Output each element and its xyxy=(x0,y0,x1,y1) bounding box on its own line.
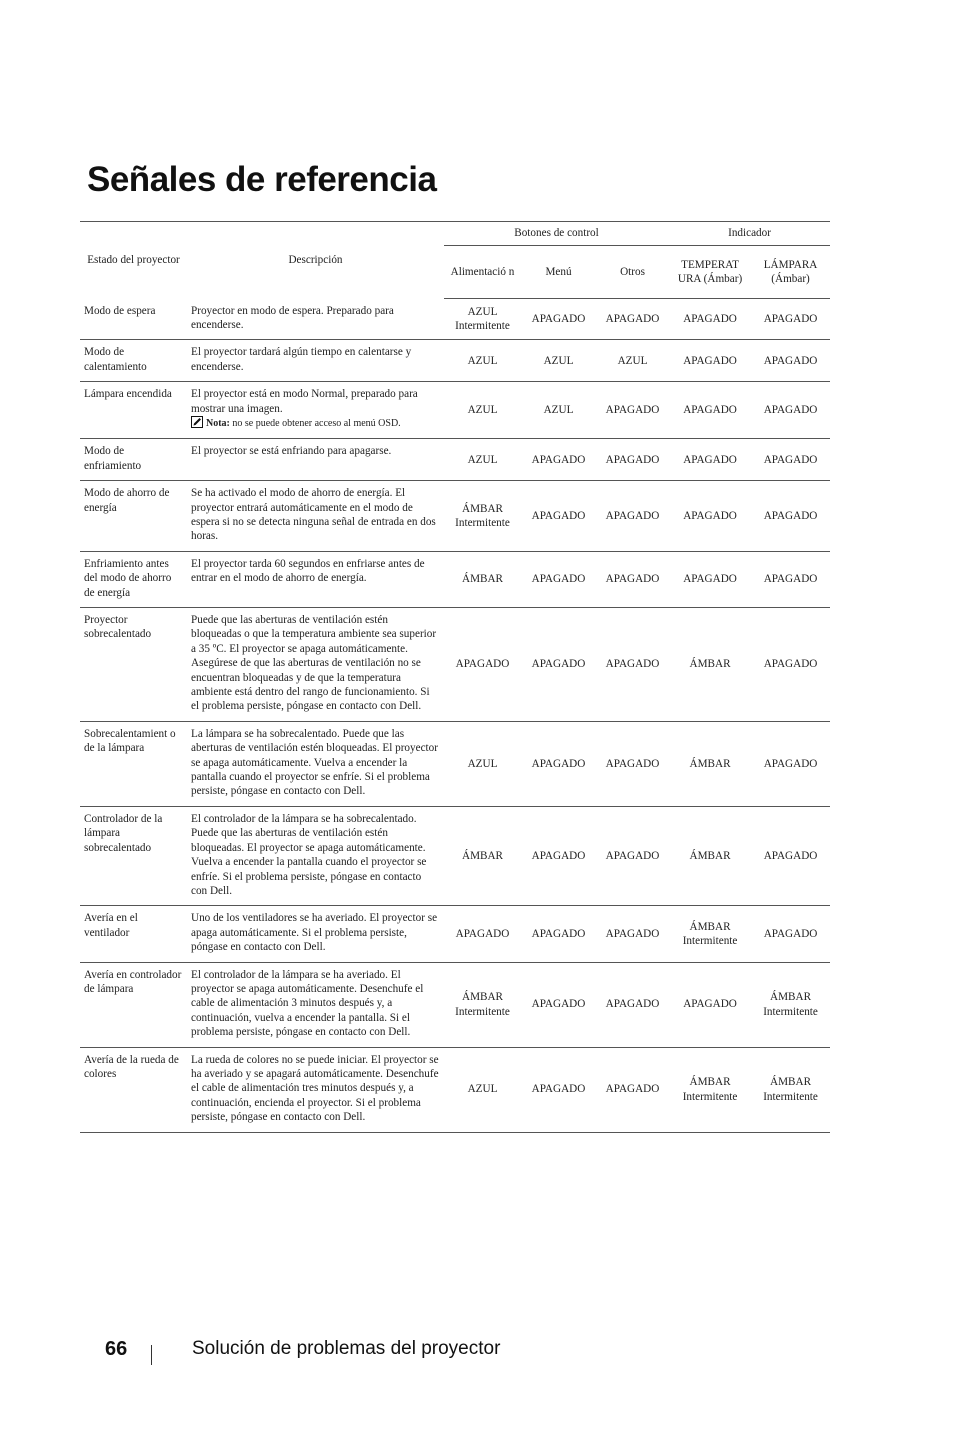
cell-menu: APAGADO xyxy=(521,439,596,481)
cell-estado: Avería en el ventilador xyxy=(80,906,187,962)
cell-descripcion: Proyector en modo de espera. Preparado para encenderse. xyxy=(187,299,444,340)
cell-alimentacion: APAGADO xyxy=(444,608,521,722)
note-pencil-icon xyxy=(191,416,203,428)
cell-alimentacion: AZUL xyxy=(444,721,521,806)
cell-alimentacion: ÁMBAR xyxy=(444,551,521,607)
cell-alimentacion: ÁMBAR Intermitente xyxy=(444,962,521,1047)
cell-descripcion: La rueda de colores no se puede iniciar. El proyector se ha averiado y se apagará automáticamente. Desenchufe el cable de alimentación tres minutos después y, a continuación, encienda el proyector. Si el problema persiste, póngase en contacto con Dell. xyxy=(187,1047,444,1132)
cell-estado: Avería de la rueda de colores xyxy=(80,1047,187,1132)
cell-temperatura: APAGADO xyxy=(669,962,751,1047)
header-temperatura: TEMPERAT URA (Ámbar) xyxy=(669,246,751,299)
cell-estado: Lámpara encendida xyxy=(80,382,187,439)
cell-estado: Proyector sobrecalentado xyxy=(80,608,187,722)
table-row xyxy=(80,551,830,607)
cell-descripcion: Se ha activado el modo de ahorro de energía. El proyector entrará automáticamente en el modo de espera si no se detecta ninguna señal de entrada en dos horas. xyxy=(187,481,444,552)
header-estado: Estado del proyector xyxy=(80,222,187,299)
header-menu: Menú xyxy=(521,246,596,299)
header-botones-control: Botones de control xyxy=(444,222,669,246)
cell-descripcion: El controlador de la lámpara se ha sobrecalentado. Puede que las aberturas de ventilación estén bloqueadas. El proyector se apaga automáticamente. Vuelva a encender la pantalla cuando el proyector se enfríe. Si el problema persiste, póngase en contacto con Dell. xyxy=(187,806,444,905)
cell-otros: APAGADO xyxy=(596,721,669,806)
cell-otros: APAGADO xyxy=(596,806,669,905)
cell-descripcion xyxy=(187,382,444,439)
note-label: Nota: xyxy=(206,417,230,429)
table-row xyxy=(80,906,830,962)
cell-menu: APAGADO xyxy=(521,962,596,1047)
cell-lampara: APAGADO xyxy=(751,382,830,439)
cell-alimentacion: AZUL Intermitente xyxy=(444,299,521,340)
cell-otros: APAGADO xyxy=(596,551,669,607)
table-row xyxy=(80,806,830,905)
footer-section-title: Solución de problemas del proyector xyxy=(192,1338,501,1359)
reference-signals-table xyxy=(80,221,830,1133)
cell-menu: APAGADO xyxy=(521,551,596,607)
table-body xyxy=(80,299,830,1133)
table-header xyxy=(80,222,830,299)
page-number: 66 xyxy=(105,1338,128,1360)
note-line xyxy=(191,416,440,431)
cell-temperatura: APAGADO xyxy=(669,439,751,481)
cell-estado: Modo de espera xyxy=(80,299,187,340)
cell-otros: APAGADO xyxy=(596,962,669,1047)
cell-temperatura: APAGADO xyxy=(669,299,751,340)
cell-temperatura: ÁMBAR xyxy=(669,608,751,722)
cell-descripcion: La lámpara se ha sobrecalentado. Puede que las aberturas de ventilación estén bloqueadas. El proyector se apaga automáticamente. Vuelva a encender la pantalla cuando el proyector se enfríe. Si el problema persiste, póngase en contacto con Dell. xyxy=(187,721,444,806)
cell-menu: APAGADO xyxy=(521,608,596,722)
cell-temperatura: ÁMBAR xyxy=(669,806,751,905)
header-descripcion: Descripción xyxy=(187,222,444,299)
table-row xyxy=(80,721,830,806)
cell-menu: APAGADO xyxy=(521,481,596,552)
table-row xyxy=(80,962,830,1047)
cell-lampara: APAGADO xyxy=(751,340,830,382)
cell-alimentacion: AZUL xyxy=(444,1047,521,1132)
cell-descripcion-text: El proyector está en modo Normal, preparado para mostrar una imagen. xyxy=(191,388,418,415)
cell-temperatura: APAGADO xyxy=(669,340,751,382)
cell-menu: APAGADO xyxy=(521,806,596,905)
cell-otros: APAGADO xyxy=(596,608,669,722)
cell-descripcion: Uno de los ventiladores se ha averiado. El proyector se apaga automáticamente. Si el problema persiste, póngase en contacto con Dell. xyxy=(187,906,444,962)
cell-temperatura: APAGADO xyxy=(669,551,751,607)
cell-estado: Modo de calentamiento xyxy=(80,340,187,382)
table-row xyxy=(80,439,830,481)
cell-alimentacion: ÁMBAR Intermitente xyxy=(444,481,521,552)
cell-estado: Avería en controlador de lámpara xyxy=(80,962,187,1047)
header-alimentacion: Alimentació n xyxy=(444,246,521,299)
cell-temperatura: ÁMBAR Intermitente xyxy=(669,906,751,962)
header-indicador: Indicador xyxy=(669,222,830,246)
cell-temperatura: APAGADO xyxy=(669,481,751,552)
cell-descripcion: El proyector tardará algún tiempo en calentarse y encenderse. xyxy=(187,340,444,382)
cell-menu: AZUL xyxy=(521,340,596,382)
note-text: no se puede obtener acceso al menú OSD. xyxy=(232,417,401,429)
cell-lampara: APAGADO xyxy=(751,906,830,962)
cell-temperatura: APAGADO xyxy=(669,382,751,439)
footer-divider xyxy=(151,1345,152,1365)
cell-otros: APAGADO xyxy=(596,382,669,439)
cell-alimentacion: AZUL xyxy=(444,439,521,481)
cell-lampara: ÁMBAR Intermitente xyxy=(751,962,830,1047)
cell-otros: APAGADO xyxy=(596,1047,669,1132)
cell-menu: APAGADO xyxy=(521,721,596,806)
table-row xyxy=(80,1047,830,1132)
header-otros: Otros xyxy=(596,246,669,299)
cell-menu: APAGADO xyxy=(521,299,596,340)
table-row xyxy=(80,481,830,552)
page-title: Señales de referencia xyxy=(87,160,437,199)
cell-otros: APAGADO xyxy=(596,481,669,552)
cell-temperatura: ÁMBAR xyxy=(669,721,751,806)
cell-menu: APAGADO xyxy=(521,906,596,962)
cell-descripcion: El proyector se está enfriando para apagarse. xyxy=(187,439,444,481)
cell-lampara: APAGADO xyxy=(751,721,830,806)
cell-descripcion: El proyector tarda 60 segundos en enfriarse antes de entrar en el modo de ahorro de energía. xyxy=(187,551,444,607)
cell-otros: APAGADO xyxy=(596,439,669,481)
cell-otros: APAGADO xyxy=(596,906,669,962)
cell-lampara: APAGADO xyxy=(751,608,830,722)
cell-lampara: APAGADO xyxy=(751,439,830,481)
cell-otros: APAGADO xyxy=(596,299,669,340)
cell-otros: AZUL xyxy=(596,340,669,382)
cell-temperatura: ÁMBAR Intermitente xyxy=(669,1047,751,1132)
cell-alimentacion: AZUL xyxy=(444,382,521,439)
header-lampara: LÁMPARA (Ámbar) xyxy=(751,246,830,299)
cell-alimentacion: APAGADO xyxy=(444,906,521,962)
table-row xyxy=(80,382,830,439)
cell-estado: Sobrecalentamient o de la lámpara xyxy=(80,721,187,806)
cell-menu: AZUL xyxy=(521,382,596,439)
cell-descripcion: Puede que las aberturas de ventilación estén bloqueadas o que la temperatura ambiente sea superior a 35 ºC. El proyector se apaga automáticamente. Asegúrese de que las aberturas de ventilación no se encuentran bloqueadas y de que la temperatura ambiente está dentro del rango de funcionamiento. Si el problema persiste, póngase en contacto con Dell. xyxy=(187,608,444,722)
table-row xyxy=(80,340,830,382)
table-row xyxy=(80,608,830,722)
cell-alimentacion: AZUL xyxy=(444,340,521,382)
cell-estado: Controlador de la lámpara sobrecalentado xyxy=(80,806,187,905)
cell-lampara: ÁMBAR Intermitente xyxy=(751,1047,830,1132)
cell-alimentacion: ÁMBAR xyxy=(444,806,521,905)
cell-estado: Enfriamiento antes del modo de ahorro de energía xyxy=(80,551,187,607)
table-row xyxy=(80,299,830,340)
cell-estado: Modo de enfriamiento xyxy=(80,439,187,481)
cell-descripcion: El controlador de la lámpara se ha averiado. El proyector se apaga automáticamente. Desenchufe el cable de alimentación 3 minutos después y, a continuación, vuelva a encender la pantalla. Si el problema persiste, póngase en contacto con Dell. xyxy=(187,962,444,1047)
cell-menu: APAGADO xyxy=(521,1047,596,1132)
cell-lampara: APAGADO xyxy=(751,481,830,552)
cell-estado: Modo de ahorro de energía xyxy=(80,481,187,552)
cell-lampara: APAGADO xyxy=(751,299,830,340)
cell-lampara: APAGADO xyxy=(751,551,830,607)
cell-lampara: APAGADO xyxy=(751,806,830,905)
